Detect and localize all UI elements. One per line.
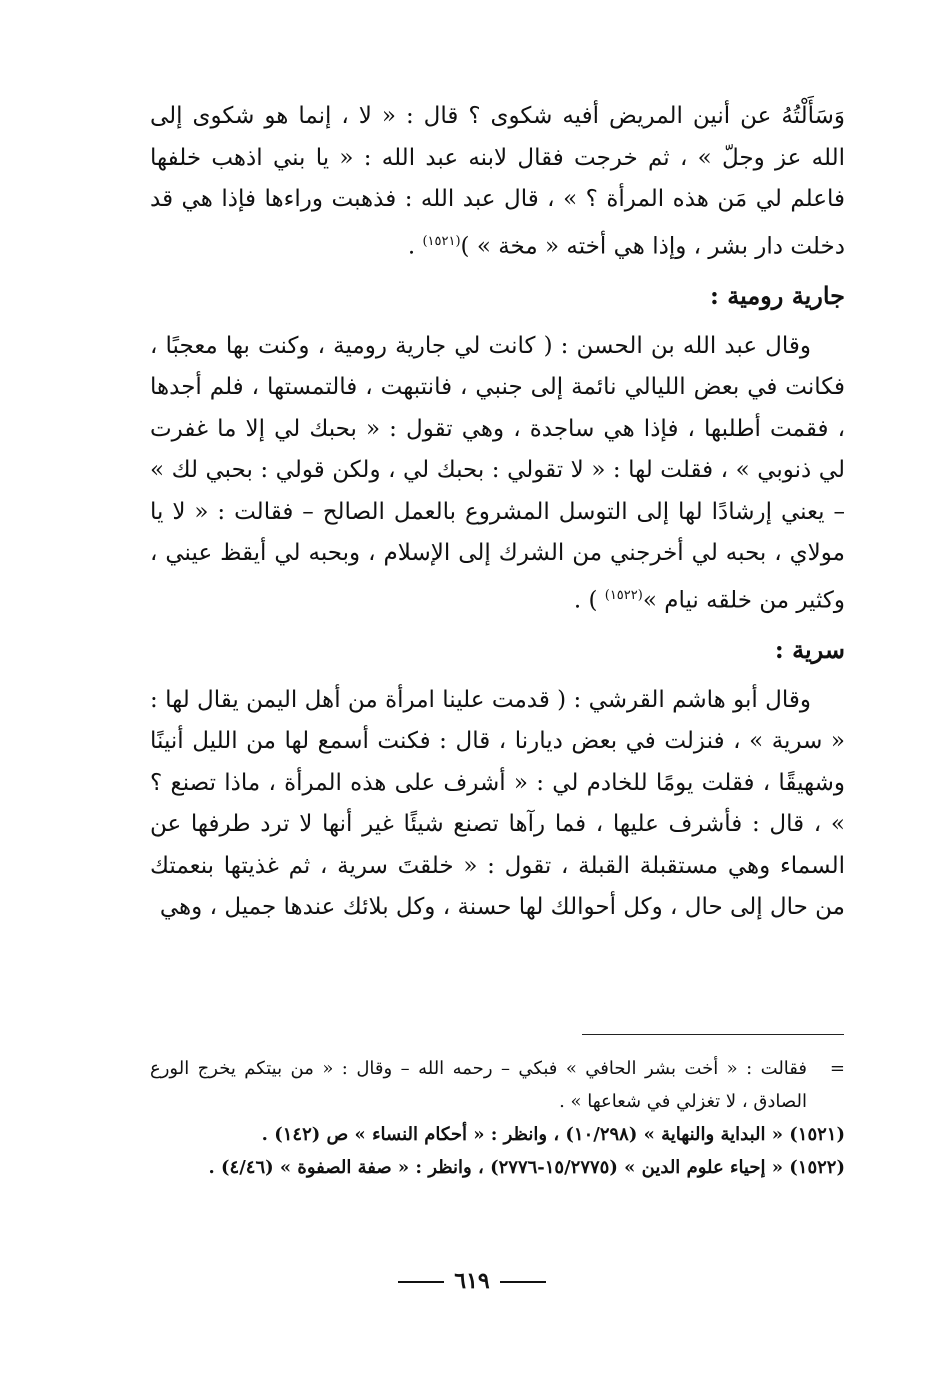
footnote-ref-1522: (١٥٢٢) [604,587,643,603]
page-number-dash-left [398,1281,444,1283]
paragraph-2-end: ) . [573,587,605,614]
footnote-ref-1521: (١٥٢١) [422,233,461,249]
paragraph-1 [150,96,845,268]
heading-sariyya: سرية : [774,634,845,664]
footnotes [150,1052,845,1184]
main-text [150,96,845,929]
paragraph-2 [150,326,845,622]
footnote-1521: (١٥٢١) « البداية والنهاية » (١٠/٢٩٨) ، وانظر : « أحكام النساء » ص (١٤٢) . [261,1124,845,1145]
footnote-continuation [150,1052,845,1118]
paragraph-2-text: وقال عبد الله بن الحسن : ( كانت لي جارية رومية ، وكنت بها معجبًا ، فكانت في بعض الليالي نائمة إلى جنبي ، فانتبهت ، فالتمستها ، فلم أجدها ، فقمت أطلبها ، فإذا هي ساجدة ، وهي تقول : « بحبك لي إلا ما غفرت لي ذنوبي » ، فقلت لها : « لا تقولي : بحبك لي ، ولكن قولي : بحبي لك » – يعني إرشادًا لها إلى التوسل المشروع بالعمل الصالح – فقالت : « لا يا مولاي ، بحبه لي أخرجني من الشرك إلى الإسلام ، وبحبه لي أيقظ عيني ، وكثير من خلقه نيام » [150,332,845,614]
paragraph-1-end: . [407,233,423,260]
page-number [0,1268,944,1294]
footnote-continuation-text: فقالت : « أخت بشر الحافي » فبكي – رحمه الله – وقال : « من بيتكم يخرج الورع الصادق ، لا تغزلي في شعاعها » . [150,1058,807,1112]
footnote-divider [582,1034,844,1035]
page-number-text: ٦١٩ [454,1268,490,1294]
heading-rumiyya: جارية رومية : [710,280,845,310]
paragraph-3: وقال أبو هاشم القرشي : ( قدمت علينا امرأة من أهل اليمن يقال لها : « سرية » ، فنزلت في بعض ديارنا ، قال : فكنت أسمع لها من الليل أنينًا وشهيقًا ، فقلت يومًا للخادم لي : « أشرف على هذه المرأة ، ماذا تصنع ؟ » ، قال : فأشرف عليها ، فما رآها تصنع شيئًا غير أنها لا ترد طرفها عن السماء وهي مستقبلة القبلة ، تقول : « خلقتَ سرية ، ثم غذيتها بنعمتك من حال إلى حال ، وكل أحوالك لها حسنة ، وكل بلائك عندها جميل ، وهي [150,686,845,921]
paragraph-1-text: وَسَأَلْتُهُ عن أنين المريض أفيه شكوى ؟ قال : « لا ، إنما هو شكوى إلى الله عز وجلّ » ، ثم خرجت فقال لابنه عبد الله : « يا بني اذهب خلفها فاعلم لي مَن هذه المرأة ؟ » ، قال عبد الله : فذهبت وراءها فإذا هي قد دخلت دار بشر ، وإذا هي أخته « مخة » ) [150,103,845,260]
footnote-1522: (١٥٢٢) « إحياء علوم الدين » (١٥/٢٧٧٥-٢٧٧٦) ، وانظر : « صفة الصفوة » (٤/٤٦) . [208,1157,845,1178]
page-number-dash-right [500,1281,546,1283]
continuation-mark: = [829,1058,845,1079]
